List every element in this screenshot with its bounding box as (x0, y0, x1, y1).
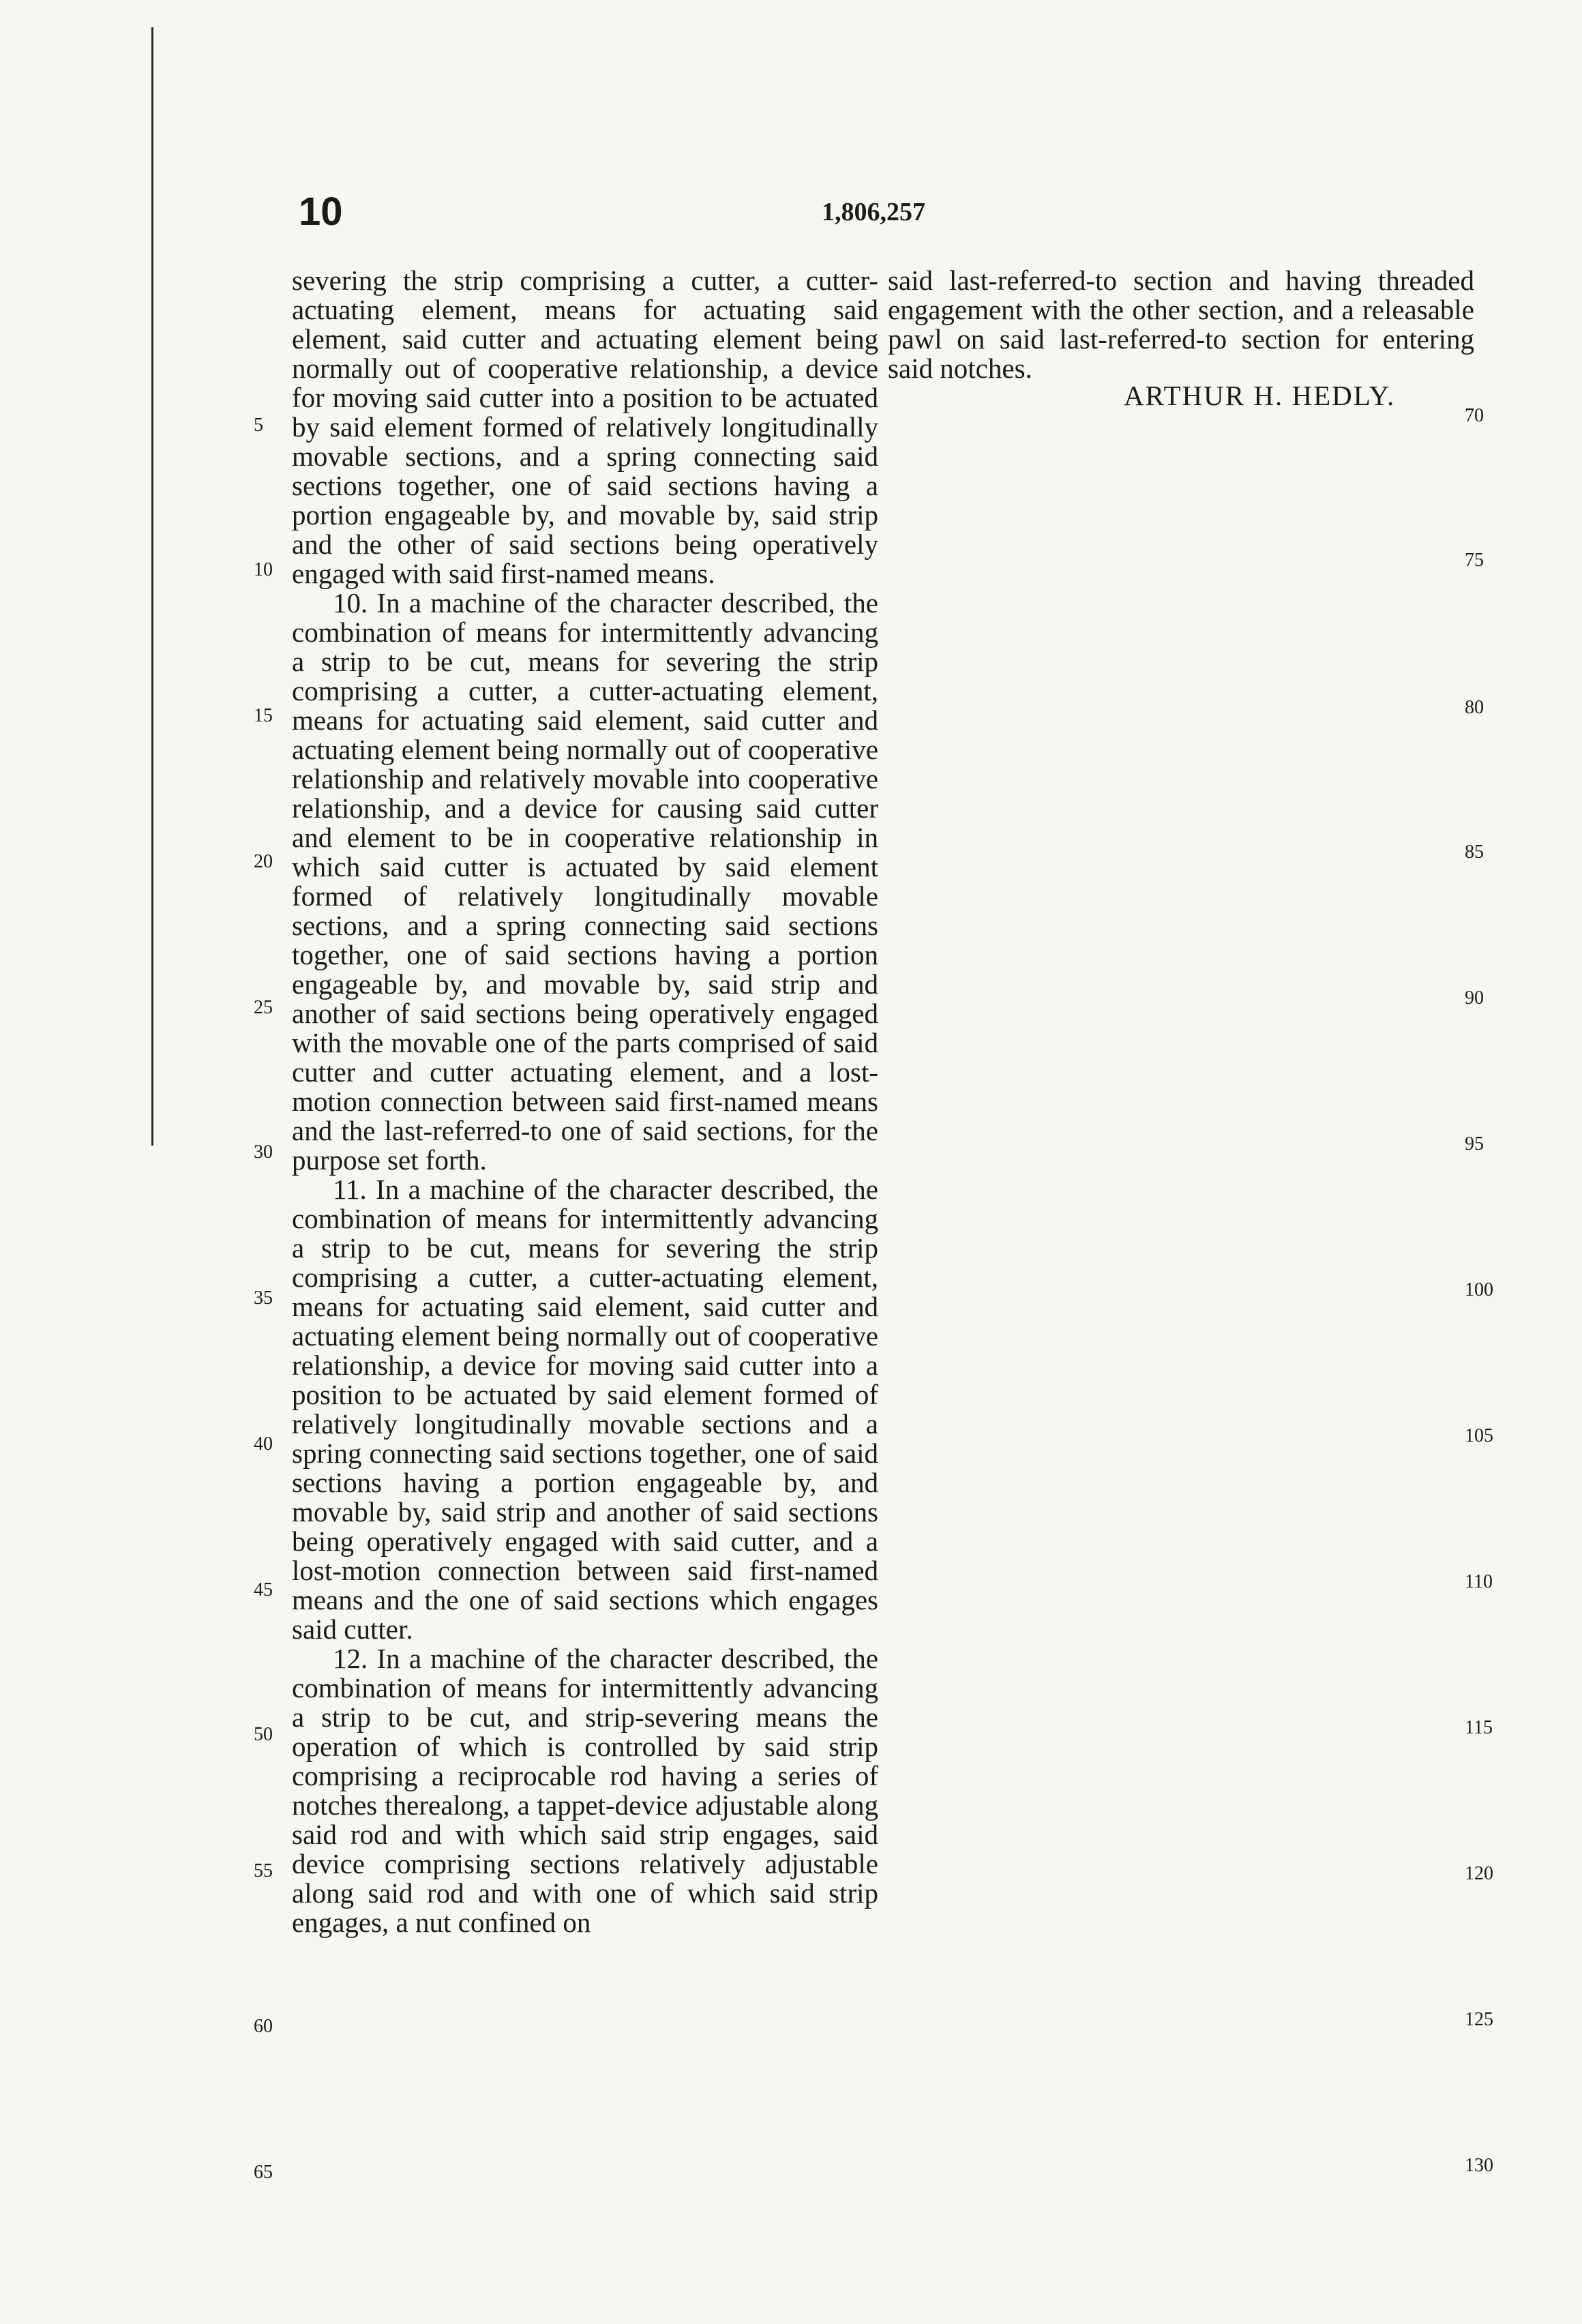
claim-12: 12. In a machine of the character described, the combination of means for intermittently advancing a strip to be cut, and strip-severing means the operation of which is controlled by said strip comprising a reciprocable rod having a series of notches therealong, a tappet-device adjustable along said rod and with which said strip engages, said device comprising sections relatively adjustable along said rod and with one of which said strip engages, a nut confined on (292, 1643, 878, 1938)
line-number-left: 25 (254, 997, 273, 1018)
line-number-left: 10 (254, 559, 273, 580)
line-number-right: 95 (1465, 1133, 1484, 1154)
line-number-left: 45 (254, 1579, 273, 1600)
line-number-right: 85 (1465, 841, 1484, 863)
left-text-column (292, 266, 878, 1937)
patent-number: 1,806,257 (822, 198, 925, 226)
inventor-signature: ARTHUR H. HEDLY. (1124, 380, 1396, 411)
line-number-left: 15 (254, 705, 273, 726)
claim-continuation: severing the strip comprising a cutter, a cutter-actuating element, means for actuating said element, said cutter and actuating element being normally out of cooperative relationship, a device for moving said cutter into a position to be actuated by said element formed of relatively longitudinally movable sections, and a spring connecting said sections together, one of said sections having a portion engageable by, and movable by, said strip and the other of said sections being operatively engaged with said first-named means. (292, 265, 878, 589)
line-number-right: 115 (1465, 1717, 1493, 1738)
line-number-right: 100 (1465, 1279, 1493, 1300)
line-number-left: 30 (254, 1142, 273, 1163)
line-number-right: 120 (1465, 1863, 1493, 1884)
line-number-right: 90 (1465, 987, 1484, 1009)
line-number-left: 50 (254, 1724, 273, 1745)
line-number-left: 35 (254, 1287, 273, 1309)
line-number-right: 70 (1465, 405, 1484, 426)
line-number-right: 105 (1465, 1425, 1493, 1446)
line-number-right: 125 (1465, 2009, 1493, 2030)
line-number-right: 130 (1465, 2155, 1493, 2176)
claim-10: 10. In a machine of the character described, the combination of means for intermittently advancing a strip to be cut, means for severing the strip comprising a cutter, a cutter-actuating element, means for actuating said element, said cutter and actuating element being normally out of cooperative relationship and relatively movable into cooperative relationship, and a device for causing said cutter and element to be in cooperative relationship in which said cutter is actuated by said element formed of relatively longitudinally movable sections, and a spring connecting said sections together, one of said sections having a portion engageable by, and movable by, said strip and another of said sections being operatively engaged with the movable one of the parts comprised of said cutter and cutter actuating element, and a lost-motion connection between said first-named means and the last-referred-to one of said sections, for the purpose set forth. (292, 587, 878, 1176)
line-number-right: 80 (1465, 697, 1484, 718)
claim-11: 11. In a machine of the character described, the combination of means for intermittently advancing a strip to be cut, means for severing the strip comprising a cutter, a cutter-actuating element, means for actuating said element, said cutter and actuating element being normally out of cooperative relationship, a device for moving said cutter into a position to be actuated by said element formed of relatively longitudinally movable sections and a spring connecting said sections together, one of said sections having a portion engageable by, and movable by, said strip and another of said sections being operatively engaged with said cutter, and a lost-motion connection between said first-named means and the one of said sections which engages said cutter. (292, 1174, 878, 1645)
line-number-left: 65 (254, 2162, 273, 2183)
line-number-left: 55 (254, 1860, 273, 1881)
line-number-left: 20 (254, 851, 273, 872)
line-number-left: 60 (254, 2016, 273, 2037)
line-number-right: 110 (1465, 1571, 1493, 1592)
line-number-left: 40 (254, 1433, 273, 1455)
binding-margin-line (151, 27, 153, 1146)
page-number: 10 (299, 190, 343, 234)
claim-12-continuation: said last-referred-to section and having threaded engagement with the other section, and a releasable pawl on said last-referred-to section for entering said notches. (888, 265, 1474, 384)
line-number-right: 75 (1465, 550, 1484, 571)
line-number-left: 5 (254, 415, 263, 436)
right-text-column (888, 266, 1474, 383)
